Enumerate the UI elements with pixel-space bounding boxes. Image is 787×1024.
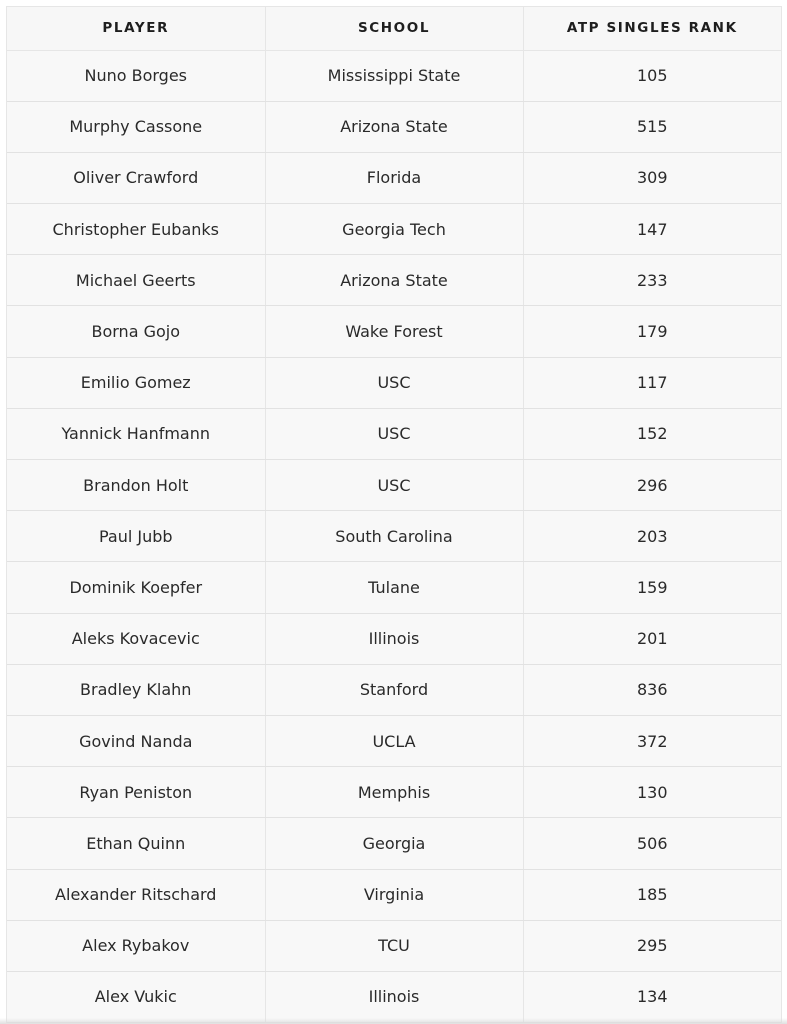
- table-header: [7, 7, 781, 50]
- table-row: [7, 408, 781, 459]
- cell-school: Memphis: [265, 767, 523, 818]
- table-row: [7, 101, 781, 152]
- bottom-fade: [0, 1018, 787, 1024]
- cell-player: Ethan Quinn: [7, 818, 265, 869]
- table-row: [7, 664, 781, 715]
- cell-rank: 309: [523, 152, 781, 203]
- cell-rank: 296: [523, 460, 781, 511]
- cell-rank: 152: [523, 408, 781, 459]
- cell-rank: 159: [523, 562, 781, 613]
- cell-school: Illinois: [265, 971, 523, 1022]
- cell-school: Arizona State: [265, 255, 523, 306]
- table-row: [7, 715, 781, 766]
- cell-school: Tulane: [265, 562, 523, 613]
- table-row: [7, 255, 781, 306]
- cell-rank: 105: [523, 50, 781, 101]
- cell-rank: 515: [523, 101, 781, 152]
- cell-player: Alex Rybakov: [7, 920, 265, 971]
- cell-school: Stanford: [265, 664, 523, 715]
- players-table-container: [6, 6, 782, 1023]
- header-school: SCHOOL: [265, 7, 523, 50]
- cell-rank: 372: [523, 715, 781, 766]
- table-row: [7, 511, 781, 562]
- cell-rank: 147: [523, 204, 781, 255]
- players-table: [7, 7, 781, 1023]
- cell-player: Brandon Holt: [7, 460, 265, 511]
- cell-rank: 295: [523, 920, 781, 971]
- cell-school: Virginia: [265, 869, 523, 920]
- cell-rank: 203: [523, 511, 781, 562]
- table-row: [7, 613, 781, 664]
- cell-school: Mississippi State: [265, 50, 523, 101]
- cell-rank: 134: [523, 971, 781, 1022]
- table-row: [7, 50, 781, 101]
- table-row: [7, 562, 781, 613]
- cell-school: USC: [265, 357, 523, 408]
- cell-school: Georgia: [265, 818, 523, 869]
- header-row: [7, 7, 781, 50]
- table-row: [7, 818, 781, 869]
- header-rank: ATP SINGLES RANK: [523, 7, 781, 50]
- cell-player: Paul Jubb: [7, 511, 265, 562]
- cell-rank: 233: [523, 255, 781, 306]
- cell-school: Arizona State: [265, 101, 523, 152]
- cell-school: Wake Forest: [265, 306, 523, 357]
- cell-rank: 506: [523, 818, 781, 869]
- cell-rank: 836: [523, 664, 781, 715]
- cell-player: Nuno Borges: [7, 50, 265, 101]
- cell-school: Illinois: [265, 613, 523, 664]
- cell-rank: 130: [523, 767, 781, 818]
- table-row: [7, 204, 781, 255]
- cell-rank: 117: [523, 357, 781, 408]
- cell-school: USC: [265, 460, 523, 511]
- cell-school: South Carolina: [265, 511, 523, 562]
- cell-player: Oliver Crawford: [7, 152, 265, 203]
- cell-player: Emilio Gomez: [7, 357, 265, 408]
- cell-player: Michael Geerts: [7, 255, 265, 306]
- cell-school: USC: [265, 408, 523, 459]
- table-row: [7, 920, 781, 971]
- table-row: [7, 460, 781, 511]
- table-row: [7, 767, 781, 818]
- cell-player: Alexander Ritschard: [7, 869, 265, 920]
- cell-player: Yannick Hanfmann: [7, 408, 265, 459]
- cell-player: Govind Nanda: [7, 715, 265, 766]
- cell-player: Ryan Peniston: [7, 767, 265, 818]
- cell-player: Bradley Klahn: [7, 664, 265, 715]
- cell-player: Aleks Kovacevic: [7, 613, 265, 664]
- table-row: [7, 357, 781, 408]
- cell-player: Christopher Eubanks: [7, 204, 265, 255]
- cell-player: Murphy Cassone: [7, 101, 265, 152]
- cell-player: Borna Gojo: [7, 306, 265, 357]
- table-row: [7, 306, 781, 357]
- table-body: [7, 50, 781, 1023]
- cell-school: UCLA: [265, 715, 523, 766]
- cell-player: Alex Vukic: [7, 971, 265, 1022]
- table-row: [7, 869, 781, 920]
- cell-school: Florida: [265, 152, 523, 203]
- cell-player: Dominik Koepfer: [7, 562, 265, 613]
- cell-rank: 185: [523, 869, 781, 920]
- cell-school: TCU: [265, 920, 523, 971]
- table-row: [7, 152, 781, 203]
- header-player: PLAYER: [7, 7, 265, 50]
- cell-rank: 179: [523, 306, 781, 357]
- cell-rank: 201: [523, 613, 781, 664]
- cell-school: Georgia Tech: [265, 204, 523, 255]
- table-row: [7, 971, 781, 1022]
